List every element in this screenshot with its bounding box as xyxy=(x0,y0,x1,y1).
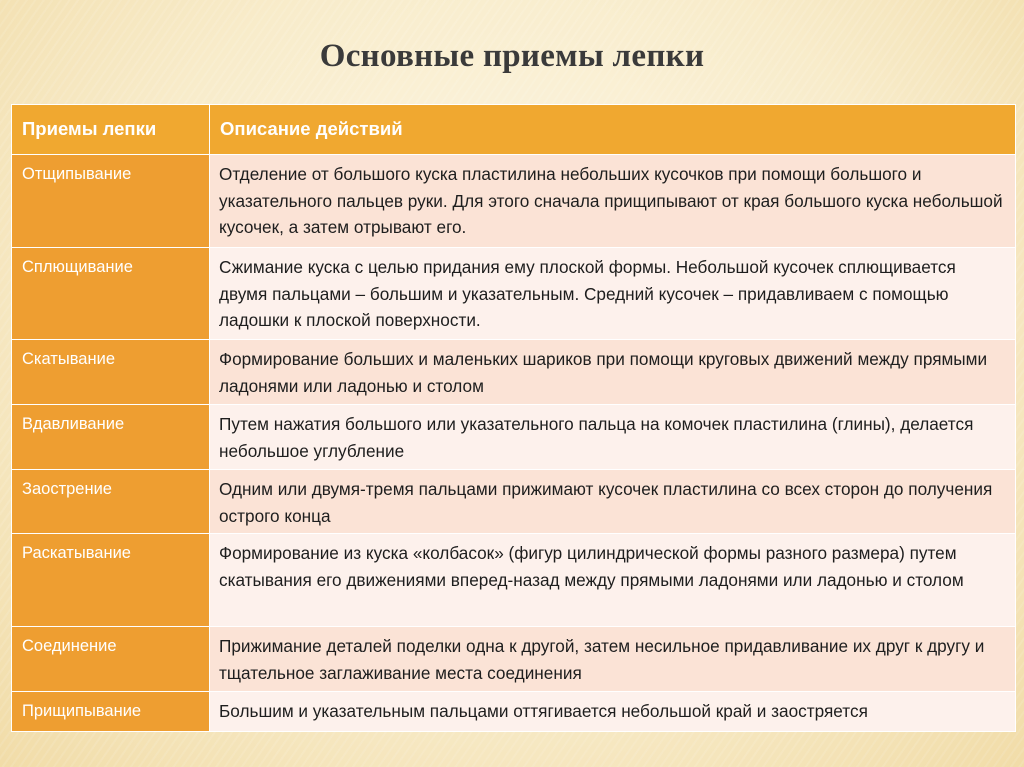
techniques-table xyxy=(11,104,1016,732)
technique-name: Заострение xyxy=(12,470,210,534)
technique-name: Раскатывание xyxy=(12,534,210,627)
technique-name: Сплющивание xyxy=(12,248,210,340)
table-row xyxy=(12,248,1016,340)
table-row xyxy=(12,155,1016,248)
technique-description: Путем нажатия большого или указательного пальца на комочек пластилина (глины), делается небольшое углубление xyxy=(210,405,1016,470)
header-techniques: Приемы лепки xyxy=(12,105,210,155)
technique-name: Скатывание xyxy=(12,340,210,405)
table-row xyxy=(12,627,1016,692)
technique-description: Сжимание куска с целью придания ему плоской формы. Небольшой кусочек сплющивается двумя пальцами – большим и указательным. Средний кусочек – придавливаем с помощью ладошки к плоской поверхности. xyxy=(210,248,1016,340)
technique-description: Формирование из куска «колбасок» (фигур цилиндрической формы разного размера) путем скатывания его движениями вперед-назад между прямыми ладонями или ладонью и столом xyxy=(210,534,1016,627)
technique-name: Отщипывание xyxy=(12,155,210,248)
technique-name: Вдавливание xyxy=(12,405,210,470)
technique-description: Большим и указательным пальцами оттягивается небольшой край и заостряется xyxy=(210,692,1016,732)
table-row xyxy=(12,692,1016,732)
page-title: Основные приемы лепки xyxy=(319,38,705,74)
table-header-row xyxy=(12,105,1016,155)
technique-description: Прижимание деталей поделки одна к другой, затем несильное придавливание их друг к другу и тщательное заглаживание места соединения xyxy=(210,627,1016,692)
header-description: Описание действий xyxy=(210,105,1016,155)
table-row xyxy=(12,405,1016,470)
table-row xyxy=(12,534,1016,627)
technique-name: Соединение xyxy=(12,627,210,692)
table-row xyxy=(12,470,1016,534)
technique-description: Формирование больших и маленьких шариков при помощи круговых движений между прямыми ладонями или ладонью и столом xyxy=(210,340,1016,405)
technique-name: Прищипывание xyxy=(12,692,210,732)
table-row xyxy=(12,340,1016,405)
technique-description: Одним или двумя-тремя пальцами прижимают кусочек пластилина со всех сторон до получения острого конца xyxy=(210,470,1016,534)
technique-description: Отделение от большого куска пластилина небольших кусочков при помощи большого и указательного пальцев руки. Для этого сначала прищипывают от края большого куска небольшой кусочек, а затем отрывают его. xyxy=(210,155,1016,248)
